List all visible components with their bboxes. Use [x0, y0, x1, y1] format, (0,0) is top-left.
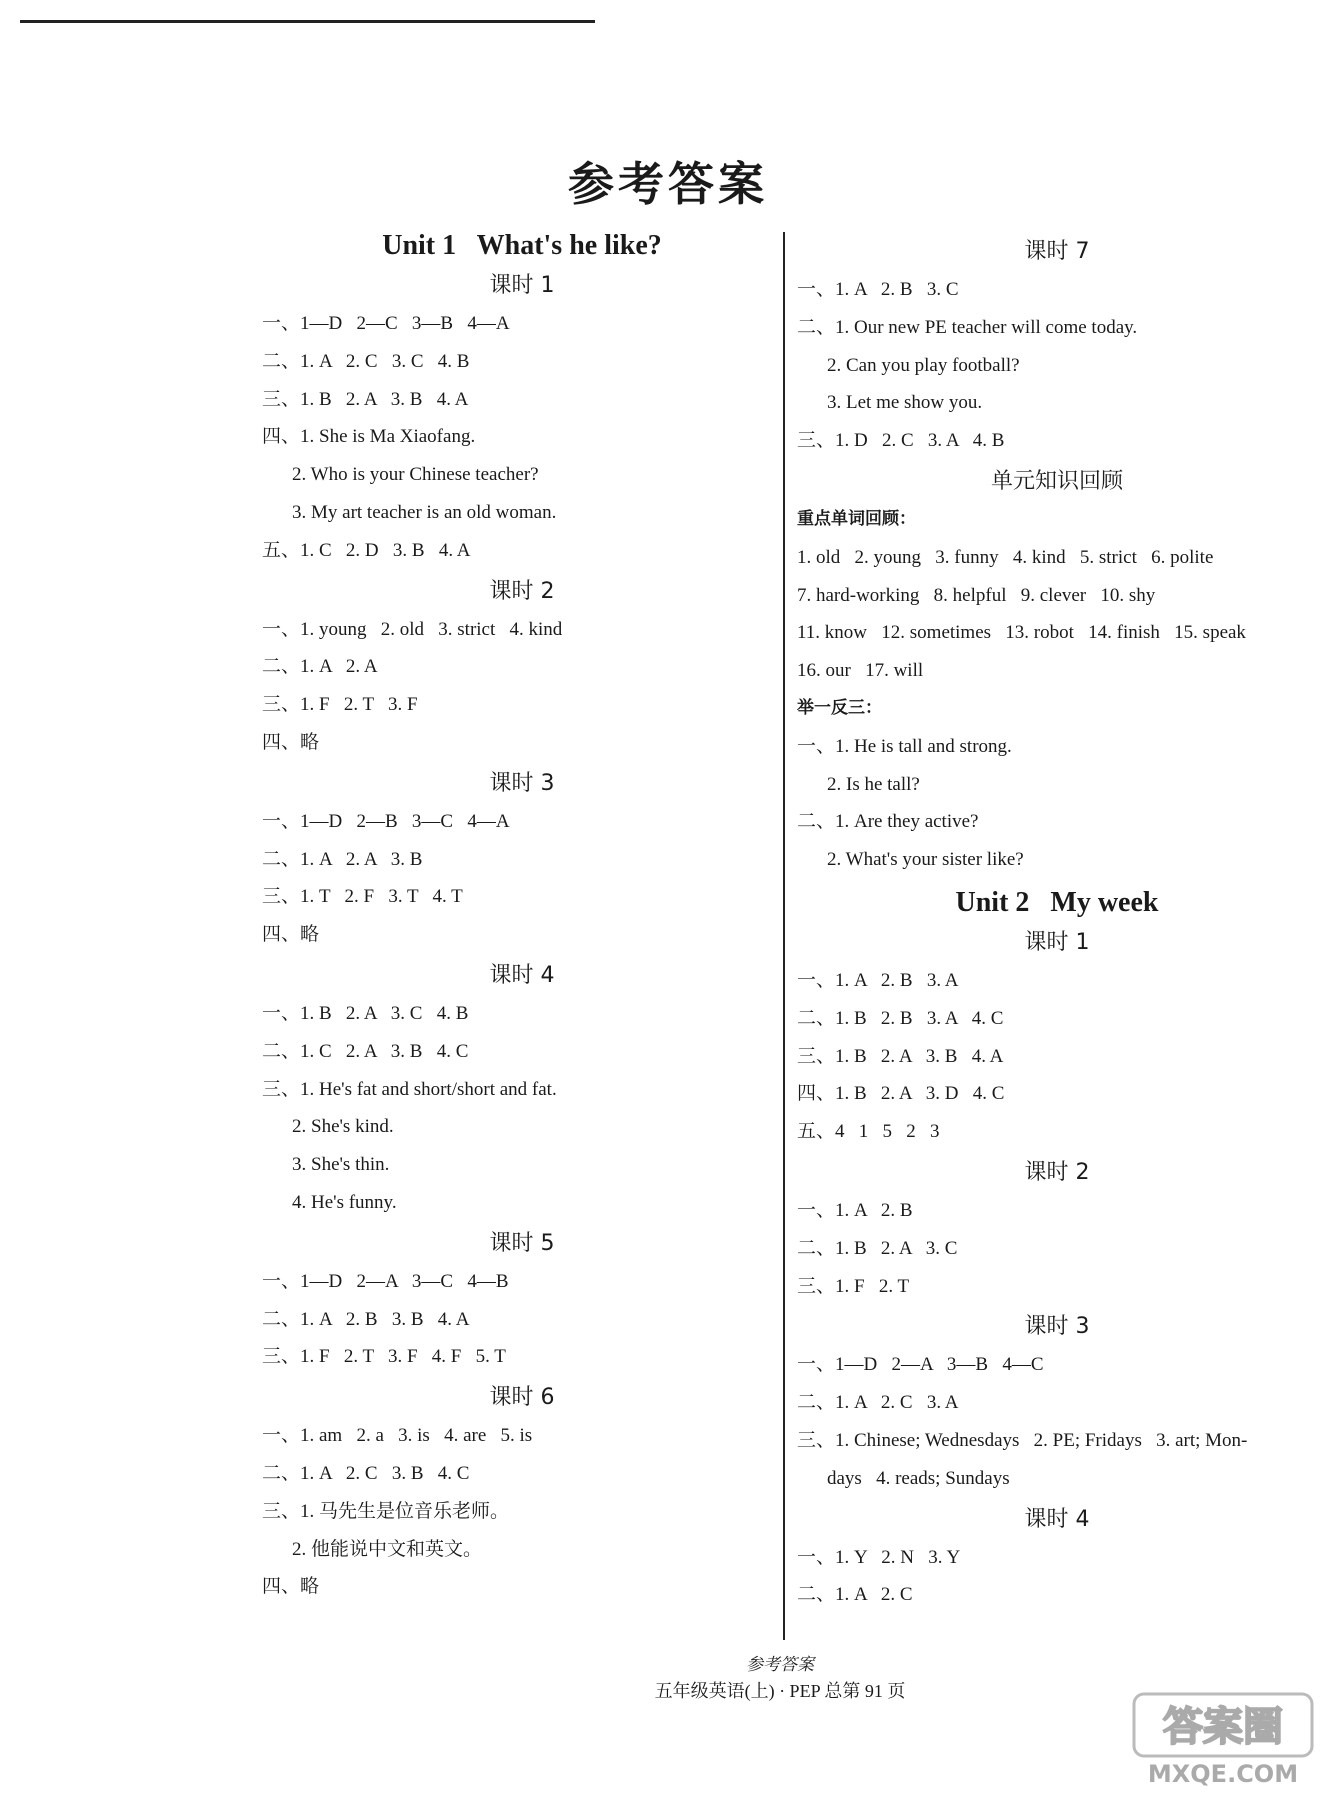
answer-line: 3. She's thin.: [292, 1154, 390, 1176]
answer-line: 2. Who is your Chinese teacher?: [292, 464, 539, 486]
answer-line: 一、1—D 2—A 3—B 4—C: [797, 1354, 1044, 1376]
unit2-lessons: [797, 925, 1317, 1614]
unit1-lesson7: [797, 234, 1317, 460]
unit1-lesson-4-title: 课时 4: [489, 962, 555, 988]
answer-line: 三、1. Chinese; Wednesdays 2. PE; Fridays 3. art; Mon-: [797, 1429, 1248, 1451]
answer-line: 五、1. C 2. D 3. B 4. A: [262, 539, 471, 561]
unit2-lesson-4-title: 课时 4: [1024, 1506, 1090, 1532]
page-title: 参考答案: [568, 157, 768, 211]
answer-line: 三、1. B 2. A 3. B 4. A: [262, 388, 469, 410]
unit2-lesson-1-title: 课时 1: [1024, 929, 1090, 955]
answer-line: 三、1. F 2. T 3. F: [262, 694, 418, 716]
answer-line: 三、1. T 2. F 3. T 4. T: [262, 886, 463, 908]
practice-line: 2. What's your sister like?: [827, 849, 1024, 871]
practice-heading: 举一反三：: [797, 697, 882, 718]
answer-line: 一、1—D 2—B 3—C 4—A: [262, 810, 510, 832]
left-column: [262, 230, 782, 1606]
practice-line: 二、1. Are they active?: [797, 811, 979, 833]
vocab-list: [797, 539, 1317, 690]
top-rule: [20, 20, 595, 23]
answer-line: 四、略: [262, 924, 320, 946]
vocab-line: 16. our 17. will: [797, 660, 924, 682]
practice-line: 2. Is he tall?: [827, 773, 920, 795]
answer-line: 二、1. C 2. A 3. B 4. C: [262, 1040, 469, 1062]
answer-line: 二、1. A 2. B 3. B 4. A: [262, 1308, 470, 1330]
answer-line: 一、1. am 2. a 3. is 4. are 5. is: [262, 1425, 533, 1447]
answer-line: 一、1. B 2. A 3. C 4. B: [262, 1002, 469, 1024]
vocab-line: 7. hard-working 8. helpful 9. clever 10. shy: [797, 584, 1156, 606]
watermark-url: MXQE.COM: [1147, 1760, 1299, 1788]
practice-list: [797, 728, 1317, 879]
answer-line: 一、1—D 2—C 3—B 4—A: [262, 313, 510, 334]
answer-line: 4. He's funny.: [292, 1191, 397, 1213]
vocab-line: 11. know 12. sometimes 13. robot 14. finish 15. speak: [797, 622, 1246, 644]
review-title: 单元知识回顾: [990, 468, 1123, 494]
answer-line: 三、1. D 2. C 3. A 4. B: [797, 430, 1005, 452]
unit1-lesson-1-title: 课时 1: [489, 273, 555, 298]
answer-line: 三、1. 马先生是位音乐老师。: [262, 1500, 510, 1522]
answer-line: 2. She's kind.: [292, 1116, 394, 1138]
answer-line: 二、1. A 2. C 3. A: [797, 1392, 959, 1414]
watermark-text: 答案圈: [1163, 1704, 1283, 1750]
answer-line: 一、1. Y 2. N 3. Y: [797, 1546, 961, 1568]
answer-line: 一、1. A 2. B: [797, 1199, 913, 1221]
answer-line: 三、1. He's fat and short/short and fat.: [262, 1078, 557, 1100]
answer-line: 三、1. B 2. A 3. B 4. A: [797, 1045, 1004, 1067]
answer-line: 二、1. A 2. A: [262, 656, 378, 678]
unit1-lesson-5-title: 课时 5: [489, 1230, 555, 1256]
answer-line: 三、1. F 2. T: [797, 1275, 910, 1297]
answer-line: 四、1. She is Ma Xiaofang.: [262, 426, 476, 448]
vocab-heading: 重点单词回顾：: [797, 508, 916, 529]
answer-line: 一、1—D 2—A 3—C 4—B: [262, 1270, 509, 1292]
unit2-lesson-2-title: 课时 2: [1024, 1159, 1090, 1185]
answer-line: 一、1. A 2. B 3. A: [797, 969, 959, 991]
unit1-lesson-3-title: 课时 3: [489, 770, 555, 796]
answer-line: 四、1. B 2. A 3. D 4. C: [797, 1083, 1005, 1105]
answer-line: 二、1. A 2. C: [797, 1584, 913, 1606]
answer-line: 2. Can you play football?: [827, 354, 1020, 376]
answer-line: 2. 他能说中文和英文。: [292, 1538, 483, 1560]
answer-line: 3. Let me show you.: [827, 392, 983, 414]
footer-page-info: 五年级英语(上) · PEP 总第 91 页: [654, 1681, 906, 1701]
vocab-line: 1. old 2. young 3. funny 4. kind 5. strict 6. polite: [797, 546, 1214, 568]
answer-line: 3. My art teacher is an old woman.: [292, 501, 557, 523]
answer-line: 二、1. A 2. C 3. C 4. B: [262, 350, 470, 372]
answer-line: days 4. reads; Sundays: [827, 1467, 1010, 1489]
footer-label: 参考答案: [746, 1655, 814, 1675]
answer-line: 一、1. young 2. old 3. strict 4. kind: [262, 618, 563, 640]
watermark-logo: [1128, 1688, 1318, 1788]
unit2-title: Unit 2 My week: [955, 886, 1159, 918]
answer-line: 四、略: [262, 731, 320, 753]
answer-line: 一、1. A 2. B 3. C: [797, 279, 959, 300]
answer-line: 三、1. F 2. T 3. F 4. F 5. T: [262, 1346, 506, 1368]
answer-line: 二、1. A 2. C 3. B 4. C: [262, 1462, 470, 1484]
unit1-lesson-6-title: 课时 6: [489, 1385, 555, 1411]
unit2-lesson-3-title: 课时 3: [1024, 1314, 1090, 1340]
unit1-lessons: [262, 268, 782, 1606]
unit1-lesson-2-title: 课时 2: [489, 578, 555, 604]
unit1-title: Unit 1 What's he like?: [382, 230, 662, 261]
unit1-lesson-7-title: 课时 7: [1024, 239, 1090, 264]
practice-line: 一、1. He is tall and strong.: [797, 735, 1012, 757]
answer-line: 五、4 1 5 2 3: [797, 1121, 940, 1143]
column-divider: [783, 232, 785, 1640]
answer-line: 二、1. A 2. A 3. B: [262, 848, 423, 870]
answer-line: 二、1. B 2. B 3. A 4. C: [797, 1007, 1004, 1029]
answer-line: 二、1. Our new PE teacher will come today.: [797, 316, 1138, 338]
answer-line: 二、1. B 2. A 3. C: [797, 1237, 958, 1259]
right-column: [797, 230, 1317, 1614]
answer-line: 四、略: [262, 1576, 320, 1598]
